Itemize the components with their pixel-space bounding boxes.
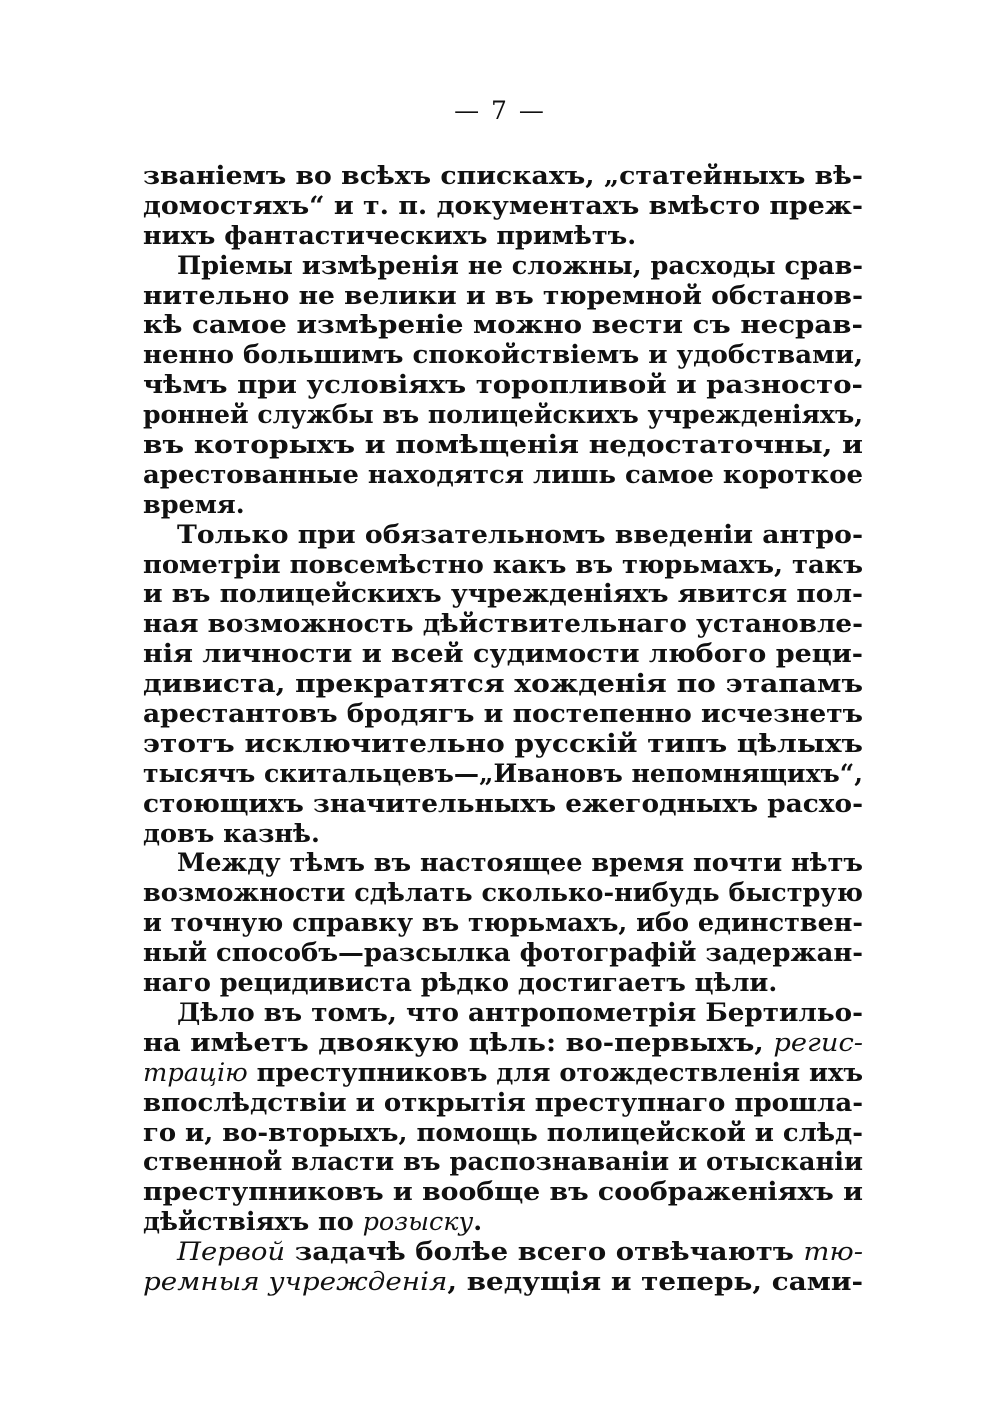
text-segment: званіемъ во всѣхъ спискахъ, „статейныхъ вѣ- bbox=[143, 161, 863, 191]
text-line bbox=[143, 1059, 863, 1089]
italic-text: трацію bbox=[143, 1057, 248, 1088]
text-line bbox=[143, 341, 863, 371]
text-line bbox=[143, 670, 863, 700]
text-line bbox=[143, 999, 863, 1029]
text-segment: Только при обязательномъ введеніи антро- bbox=[177, 519, 863, 550]
text-line bbox=[143, 1148, 863, 1178]
text-line bbox=[143, 311, 863, 341]
text-segment: преступниковъ для отождествленія ихъ bbox=[247, 1057, 864, 1088]
text-segment: и точную справку въ тюрьмахъ, ибо единствен- bbox=[143, 908, 863, 939]
text-line bbox=[143, 1089, 863, 1119]
text-line bbox=[143, 371, 863, 401]
text-line bbox=[143, 521, 863, 551]
text-line bbox=[143, 820, 863, 850]
text-line bbox=[143, 730, 863, 760]
text-line bbox=[143, 192, 863, 222]
text-segment: стоющихъ значительныхъ ежегодныхъ расхо- bbox=[143, 788, 863, 819]
text-segment: го и, во-вторыхъ, помощь полицейской и слѣд- bbox=[143, 1117, 863, 1148]
text-line bbox=[143, 1238, 863, 1268]
text-segment: возможности сдѣлать сколько-нибудь быструю bbox=[143, 878, 863, 909]
text-line bbox=[143, 849, 863, 879]
text-line bbox=[143, 461, 863, 491]
italic-text: регис- bbox=[773, 1027, 863, 1058]
page-number: — 7 — bbox=[454, 96, 546, 125]
text-segment: ронней службы въ полицейскихъ учрежденіяхъ, bbox=[143, 400, 863, 431]
text-segment: ственной власти въ распознаваніи и отысканіи bbox=[143, 1147, 863, 1178]
text-line bbox=[143, 879, 863, 909]
italic-text: тю- bbox=[803, 1237, 863, 1268]
text-segment: преступниковъ и вообще въ соображеніяхъ и bbox=[143, 1177, 863, 1208]
text-segment: время. bbox=[143, 489, 245, 520]
italic-text: ремныя учрежденія bbox=[143, 1266, 448, 1297]
text-line bbox=[143, 491, 863, 521]
text-line bbox=[143, 1178, 863, 1208]
text-line bbox=[143, 551, 863, 581]
text-segment: нія личности и всей судимости любого реци- bbox=[143, 639, 863, 670]
text-line bbox=[143, 610, 863, 640]
text-line bbox=[143, 162, 863, 192]
text-segment: наго рецидивиста рѣдко достигаетъ цѣли. bbox=[143, 968, 778, 999]
text-segment: этотъ исключительно русскій типъ цѣлыхъ bbox=[143, 728, 863, 759]
text-line bbox=[143, 909, 863, 939]
body-text bbox=[143, 162, 863, 1298]
text-segment: арестантовъ бродягъ и постепенно исчезнетъ bbox=[143, 699, 863, 730]
text-segment: Между тѣмъ въ настоящее время почти нѣтъ bbox=[177, 848, 863, 879]
text-line bbox=[143, 580, 863, 610]
text-line bbox=[143, 1268, 863, 1298]
text-line bbox=[143, 790, 863, 820]
text-segment: впослѣдствіи и открытія преступнаго прошла- bbox=[143, 1087, 863, 1118]
text-segment: дѣйствіяхъ по bbox=[143, 1207, 363, 1238]
text-line bbox=[143, 252, 863, 282]
text-segment: домостяхъ“ и т. п. документахъ вмѣсто преж- bbox=[143, 190, 863, 221]
text-line bbox=[143, 640, 863, 670]
text-segment: задачѣ болѣе всего отвѣчаютъ bbox=[285, 1237, 804, 1268]
text-segment: кѣ самое измѣреніе можно вести съ несрав- bbox=[143, 310, 863, 341]
text-segment: Пріемы измѣренія не сложны, расходы срав- bbox=[177, 250, 863, 281]
text-segment: ная возможность дѣйствительнаго установле- bbox=[143, 609, 863, 640]
text-line bbox=[143, 431, 863, 461]
text-line bbox=[143, 700, 863, 730]
text-line bbox=[143, 969, 863, 999]
text-line bbox=[143, 222, 863, 252]
text-segment: и въ полицейскихъ учрежденіяхъ явится пол- bbox=[143, 579, 863, 610]
text-segment: нихъ фантастическихъ примѣтъ. bbox=[143, 220, 637, 251]
text-line bbox=[143, 282, 863, 312]
text-line bbox=[143, 1029, 863, 1059]
text-segment: ненно большимъ спокойствіемъ и удобствами, bbox=[143, 340, 863, 371]
text-segment: въ которыхъ и помѣщенія недостаточны, и bbox=[143, 430, 863, 461]
text-segment: , ведущія и теперь, сами- bbox=[447, 1266, 863, 1297]
text-segment: тысячъ скитальцевъ—„Ивановъ непомнящихъ“, bbox=[143, 758, 863, 789]
text-segment: дивиста, прекратятся хожденія по этапамъ bbox=[143, 669, 863, 700]
text-segment: пометріи повсемѣстно какъ въ тюрьмахъ, такъ bbox=[143, 549, 863, 580]
text-line bbox=[143, 939, 863, 969]
text-segment: довъ казнѣ. bbox=[143, 818, 320, 849]
text-segment: на имѣетъ двоякую цѣль: во-первыхъ, bbox=[143, 1027, 774, 1058]
text-line bbox=[143, 401, 863, 431]
text-line bbox=[143, 760, 863, 790]
italic-text: Первой bbox=[177, 1237, 286, 1268]
text-segment: чѣмъ при условіяхъ торопливой и разносто- bbox=[143, 370, 863, 401]
text-segment: ный способъ—разсылка фотографій задержан- bbox=[143, 938, 863, 969]
text-segment: . bbox=[473, 1207, 483, 1238]
text-line bbox=[143, 1119, 863, 1149]
text-line bbox=[143, 1208, 863, 1238]
italic-text: розыску bbox=[362, 1207, 474, 1238]
text-segment: нительно не велики и въ тюремной обстанов- bbox=[143, 280, 863, 311]
text-segment: Дѣло въ томъ, что антропометрія Бертильо- bbox=[177, 997, 863, 1028]
text-segment: арестованные находятся лишь самое короткое bbox=[143, 459, 863, 490]
